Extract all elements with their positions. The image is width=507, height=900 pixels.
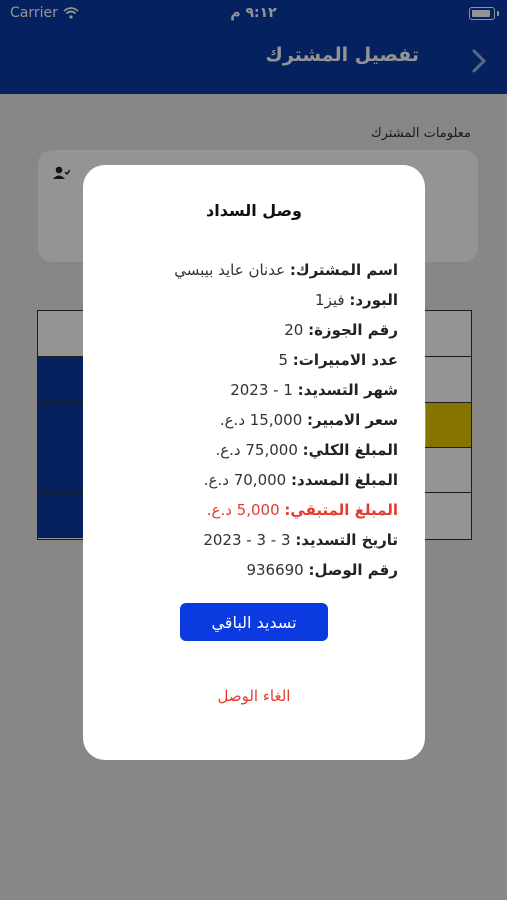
receipt-row-remaining: المبلغ المتبقي: 5,000 د.ع. (206, 501, 398, 519)
page-title: تفصيل المشترك (265, 44, 419, 66)
receipt-details (98, 255, 398, 585)
receipt-row-board: البورد: فيز1 (315, 291, 398, 309)
receipt-row-ampere-price: سعر الامبير: 15,000 د.ع. (219, 411, 398, 429)
receipt-row-breaker: رقم الجوزة: 20 (284, 321, 398, 339)
cancel-receipt-link[interactable]: الغاء الوصل (217, 687, 291, 705)
receipt-row-number: رقم الوصل: 936690 (246, 561, 398, 579)
receipt-modal (83, 165, 425, 760)
status-time: ٩:١٢ م (230, 5, 277, 21)
receipt-row-paid: المبلغ المسدد: 70,000 د.ع. (203, 471, 398, 489)
receipt-row-payment-date: تاريخ التسديد: 3 - 3 - 2023 (203, 531, 398, 549)
subscriber-section-title: معلومات المشترك (370, 126, 471, 141)
receipt-row-amperes: عدد الامبيرات: 5 (278, 351, 398, 369)
receipt-row-name: اسم المشترك: عدنان عايد بيبسي (174, 261, 398, 279)
modal-title: وصل السداد (206, 201, 302, 220)
carrier-label: Carrier (10, 5, 58, 21)
receipt-row-month: شهر التسديد: 1 - 2023 (230, 381, 398, 399)
receipt-row-total: المبلغ الكلي: 75,000 د.ع. (215, 441, 398, 459)
pay-remaining-button[interactable]: تسديد الباقي (180, 603, 328, 641)
